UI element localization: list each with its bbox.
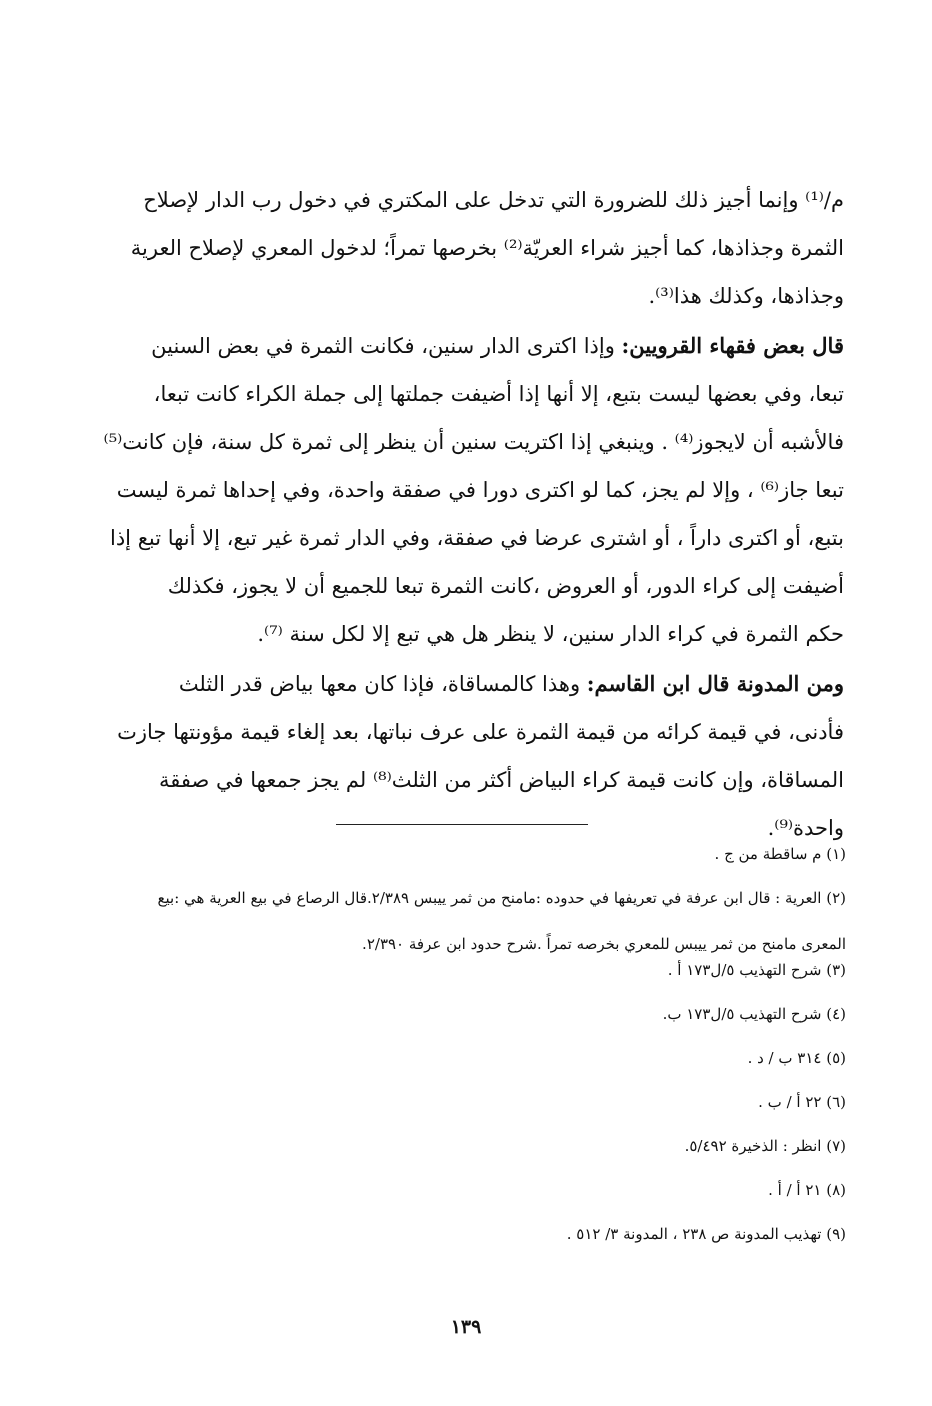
text-line: م/⁽¹⁾ وإنما أجيز ذلك للضرورة التي تدخل على المكتري في دخول رب الدار لإصلاح — [143, 188, 844, 212]
text-line: واحدة⁽⁹⁾. — [767, 816, 844, 840]
footnotes — [108, 842, 846, 1246]
text-line: بتبع، أو اكترى داراً ، أو اشترى عرضا في صفقة، وفي الدار ثمرة غير تبع، إلا أنها تبع إذا — [110, 526, 844, 550]
text-line: أضيفت إلى كراء الدور، أو العروض ،كانت الثمرة تبعا للجميع أن لا يجوز، فكذلك — [167, 574, 844, 598]
footnote-continuation: المعرى مامنح من ثمر ييبس للمعري بخرصه تمراً .شرح حدود ابن عرفة ٢/٣٩٠. — [362, 935, 846, 953]
text-line — [108, 660, 844, 708]
footnote: (٧) انظر : الذخيرة ٥/٤٩٢. — [684, 1137, 846, 1155]
text-line-rest: وهذا كالمساقاة، فإذا كان معها بياض قدر الثلث — [178, 672, 587, 696]
footnote: (٥) ٣١٤ ب / د . — [747, 1049, 846, 1067]
paragraph-2 — [103, 322, 844, 658]
footnote-divider — [336, 824, 588, 825]
footnote: (١) م ساقطة من ج . — [714, 845, 846, 863]
footnote: (٩) تهذيب المدونة ص ٢٣٨ ، المدونة ٣/ ٥١٢ . — [566, 1225, 846, 1243]
text-line: وجذاذها، وكذلك هذا⁽³⁾. — [648, 284, 844, 308]
paragraph-1 — [108, 176, 844, 320]
paragraph-lead: قال بعض فقهاء القرويين: — [621, 333, 844, 358]
paragraph-lead: ومن المدونة قال ابن القاسم: — [586, 671, 844, 696]
text-line: حكم الثمرة في كراء الدار سنين، لا ينظر هل هي تبع إلا لكل سنة ⁽⁷⁾. — [257, 622, 844, 646]
text-line-rest: وإذا اكترى الدار سنين، فكانت الثمرة في بعض السنين — [151, 334, 622, 358]
page-number: ١٣٩ — [450, 1316, 482, 1338]
footnote: (٢) العرية : قال ابن عرفة في تعريفها في حدوده :مامنح من ثمر ييبس ٢/٣٨٩.قال الرصاع في بيع العرية هي :بيع — [157, 889, 846, 907]
text-line: المساقاة، وإن كانت قيمة كراء البياض أكثر من الثلث⁽⁸⁾ لم يجز جمعها في صفقة — [159, 768, 844, 792]
text-line: تبعا، وفي بعضها ليست بتبع، إلا أنها إذا أضيفت جملتها إلى جملة الكراء كانت تبعا، — [153, 382, 844, 406]
footnote: (٨) ٢١ أ / أ . — [768, 1181, 846, 1199]
main-text — [103, 176, 844, 852]
text-line: فأدنى، في قيمة كرائه من قيمة الثمرة على عرف نباتها، بعد إلغاء قيمة مؤونتها جازت — [117, 720, 844, 744]
text-line: فالأشبه أن لايجوز⁽⁴⁾ . وينبغي إذا اكتريت سنين أن ينظر إلى ثمرة كل سنة، فإن كانت⁽⁵⁾ — [103, 430, 844, 454]
text-line — [108, 322, 844, 370]
footnote: (٣) شرح التهذيب ٥/ل١٧٣ أ . — [667, 961, 846, 979]
text-line: الثمرة وجذاذها، كما أجيز شراء العريّة⁽²⁾ بخرصها تمراً؛ لدخول المعري لإصلاح العرية — [130, 236, 844, 260]
footnote: (٤) شرح التهذيب ٥/ل١٧٣ ب. — [662, 1005, 846, 1023]
footnote: (٦) ٢٢ أ / ب . — [758, 1093, 846, 1111]
text-line: تبعا جاز⁽⁶⁾ ، وإلا لم يجز، كما لو اكترى دورا في صفقة واحدة، وفي إحداها ثمرة ليست — [116, 478, 844, 502]
